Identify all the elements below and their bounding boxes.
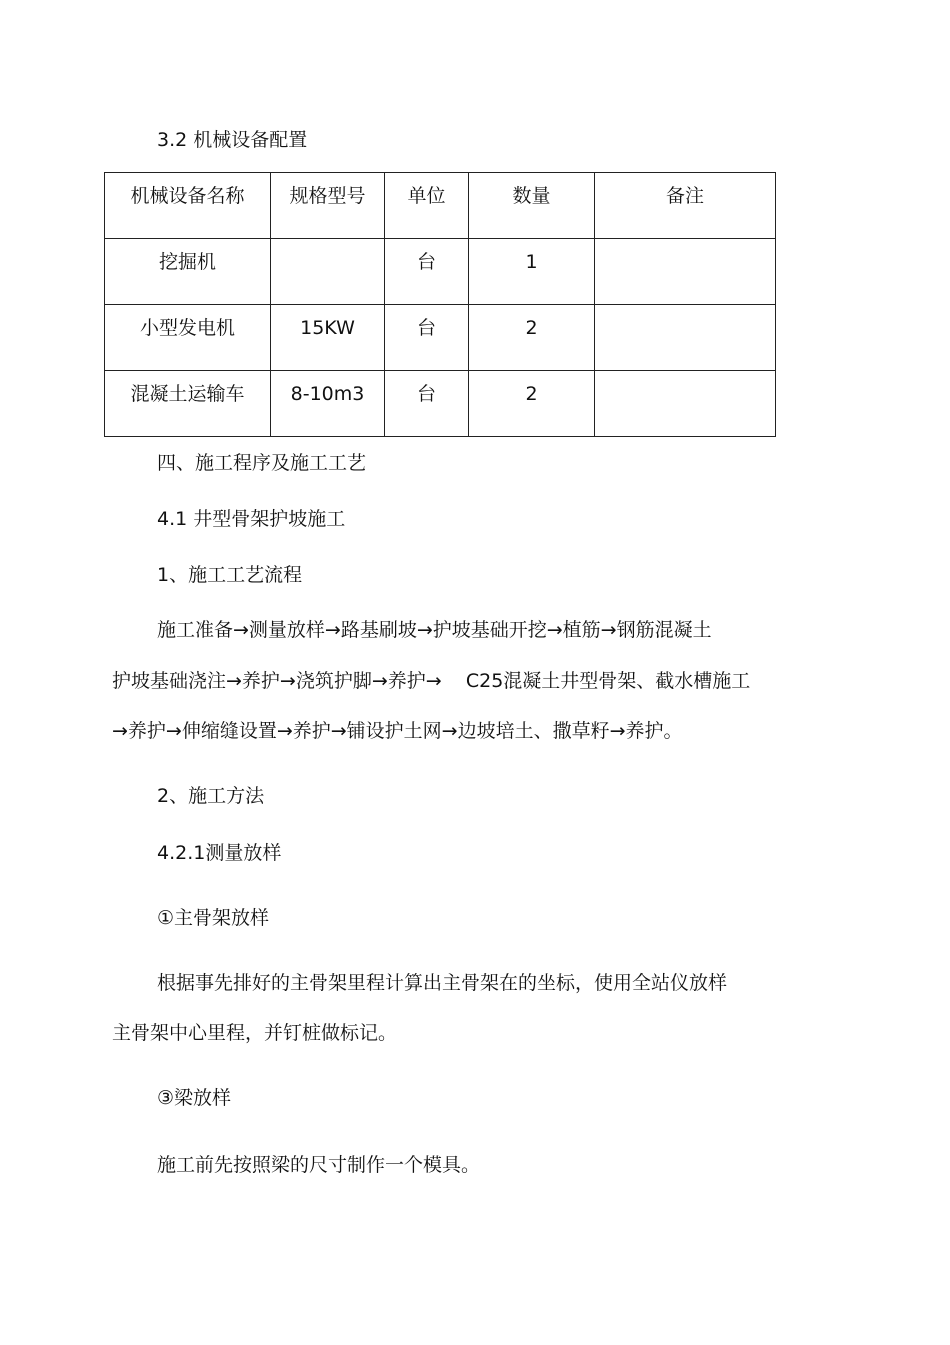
table-cell <box>595 305 776 371</box>
flow-text-line-2: 护坡基础浇注→养护→浇筑护脚→养护→ C25混凝土井型骨架、截水槽施工 <box>112 670 751 692</box>
table-cell: 小型发电机 <box>105 305 271 371</box>
section-heading-3-2: 3.2 机械设备配置 <box>157 129 308 151</box>
table-header-cell: 机械设备名称 <box>105 173 271 239</box>
table-header-cell: 规格型号 <box>271 173 385 239</box>
table-header-cell: 备注 <box>595 173 776 239</box>
paragraph-2-line-1: 施工前先按照梁的尺寸制作一个模具。 <box>157 1154 481 1176</box>
item-heading-2: 2、施工方法 <box>157 785 265 807</box>
table-cell <box>271 239 385 305</box>
table-cell <box>595 239 776 305</box>
section-heading-4: 四、施工程序及施工工艺 <box>157 452 367 474</box>
table-header-cell: 数量 <box>469 173 595 239</box>
table-cell: 2 <box>469 305 595 371</box>
equipment-table <box>104 172 776 437</box>
item-heading-1: 1、施工工艺流程 <box>157 564 303 586</box>
table-cell: 混凝土运输车 <box>105 371 271 437</box>
section-heading-4-1: 4.1 井型骨架护坡施工 <box>157 508 346 530</box>
table-cell: 15KW <box>271 305 385 371</box>
table-cell <box>595 371 776 437</box>
section-heading-4-2-1: 4.2.1测量放样 <box>157 842 282 864</box>
paragraph-1-line-2: 主骨架中心里程，并钉桩做标记。 <box>112 1022 398 1044</box>
flow-text-line-1: 施工准备→测量放样→路基刷坡→护坡基础开挖→植筋→钢筋混凝土 <box>157 619 712 641</box>
table-cell: 1 <box>469 239 595 305</box>
flow-text-line-3: →养护→伸缩缝设置→养护→铺设护土网→边坡培土、撒草籽→养护。 <box>112 720 683 742</box>
table-cell: 台 <box>385 239 469 305</box>
sub-heading-main-frame: ①主骨架放样 <box>157 907 270 929</box>
table-header-row <box>105 173 776 239</box>
table-row <box>105 239 776 305</box>
table-row <box>105 371 776 437</box>
table-cell: 2 <box>469 371 595 437</box>
table-cell: 挖掘机 <box>105 239 271 305</box>
table-cell: 台 <box>385 305 469 371</box>
table-cell: 8-10m3 <box>271 371 385 437</box>
paragraph-1-line-1: 根据事先排好的主骨架里程计算出主骨架在的坐标，使用全站仪放样 <box>157 972 728 994</box>
table-cell: 台 <box>385 371 469 437</box>
table-row <box>105 305 776 371</box>
table-header-cell: 单位 <box>385 173 469 239</box>
sub-heading-beam: ③梁放样 <box>157 1087 232 1109</box>
